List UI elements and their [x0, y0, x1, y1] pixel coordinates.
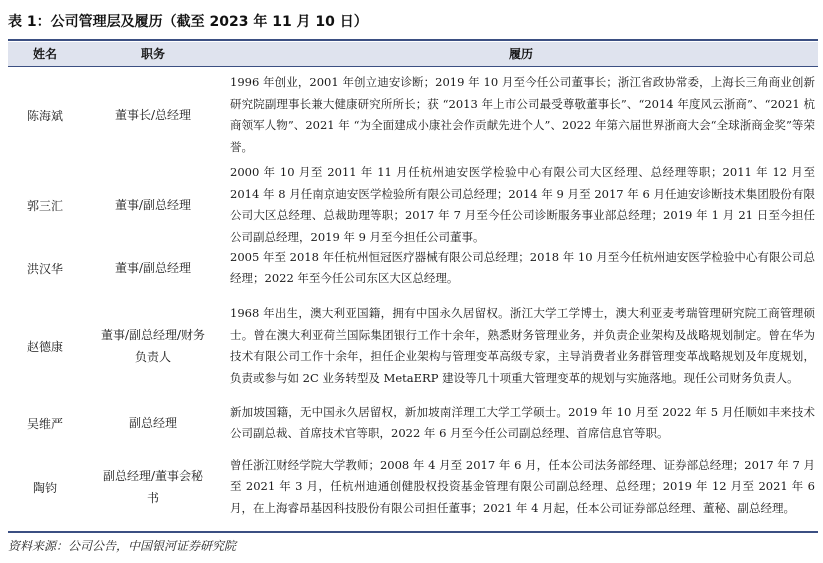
person-name: 洪汉华: [26, 261, 63, 276]
resume-text: 1996 年创业，2001 年创立迪安诊断；2019 年 10 月至今任公司董事长；浙江省政协常委，上海长三角商业创新研究院副理事长兼大健康研究所所长；获 “2013 年上市公司最受尊敬董事长”、“2014 年度风云浙商”、“2021 杭商领军人物”、2021 年 “为全面建成小康社会作贡献先进个人”、2022 年第六届世界浙商大会“全球浙商金奖”等荣誉。: [230, 75, 815, 154]
person-position: [82, 401, 224, 445]
header-rule: [8, 66, 818, 67]
person-position: [82, 70, 224, 160]
header-name: 姓名: [32, 47, 57, 61]
resume-text: 2005 年至 2018 年任杭州恒冠医疗器械有限公司总经理；2018 年 10 月至今任杭州迪安医学检验中心有限公司总经理；2022 年至今任公司东区大区总经理。: [230, 249, 815, 285]
table-row: [8, 246, 818, 290]
person-resume: [230, 294, 815, 398]
person-position: [82, 444, 224, 530]
person-name: 郭三汇: [26, 198, 63, 213]
person-name: 赵德康: [26, 339, 63, 354]
position-text: 董事长/总经理: [114, 108, 192, 122]
person-resume: [230, 246, 815, 290]
position-text: 副总经理: [128, 416, 177, 430]
person-name: 吴维严: [26, 416, 63, 431]
header-resume: 履历: [508, 47, 533, 61]
table-row: [8, 401, 818, 445]
header-position: 职务: [140, 47, 165, 61]
person-position: [82, 294, 224, 398]
table-row: [8, 444, 818, 530]
person-resume: [230, 444, 815, 530]
position-text: 董事/副总经理/财务负责人: [100, 328, 206, 364]
bottom-rule: [8, 531, 818, 533]
table-title: 表 1：公司管理层及履历（截至 2023 年 11 月 10 日）: [8, 14, 368, 30]
position-text: 副总经理/董事会秘书: [102, 469, 204, 505]
table-row: [8, 294, 818, 398]
person-resume: [230, 162, 815, 248]
person-resume: [230, 70, 815, 160]
resume-text: 新加坡国籍，无中国永久居留权，新加坡南洋理工大学工学硕士。2019 年 10 月至 2022 年 5 月任顺如丰来技术公司副总裁、首席技术官等职，2022 年 6 月至今任公司副总经理、首席信息官等职。: [230, 404, 815, 440]
person-position: [82, 246, 224, 290]
table-row: [8, 162, 818, 248]
position-text: 董事/副总经理: [114, 261, 192, 275]
resume-text: 1968 年出生，澳大利亚国籍，拥有中国永久居留权。浙江大学工学博士，澳大利亚麦考瑞管理研究院工商管理硕士。曾在澳大利亚荷兰国际集团银行工作十余年，熟悉财务管理业务，并负责企业架构及战略规划制定。曾在华为技术有限公司工作十余年，担任企业架构与管理变革高级专家，主导消费者业务群管理变革战略规划及年度规划，负责或参与如 2C 业务转型及 MetaERP 建设等几十项重大管理变革的规划与实施落地。现任公司财务负责人。: [230, 306, 815, 385]
table-header: [8, 42, 818, 66]
source-note: 资料来源：公司公告，中国银河证券研究院: [8, 539, 237, 553]
resume-text: 曾任浙江财经学院大学教师；2008 年 4 月至 2017 年 6 月，任本公司法务部经理、证券部总经理；2017 年 7 月至 2021 年 3 月，任杭州迪通创健股权投资基金管理有限公司副总经理、总经理；2019 年 12 月至 2021 年 6 月，在上海睿昂基因科技股份有限公司担任董事；2021 年 4 月起，任本公司证券部总经理、董秘、副总经理。: [230, 457, 815, 515]
person-position: [82, 162, 224, 248]
position-text: 董事/副总经理: [114, 198, 192, 212]
resume-text: 2000 年 10 月至 2011 年 11 月任杭州迪安医学检验中心有限公司大区经理、总经理等职；2011 年 12 月至 2014 年 8 月任南京迪安医学检验所有限公司总经理；2014 年 9 月至 2017 年 6 月任迪安诊断技术集团股份有限公司大区总经理、总裁助理等职；2017 年 7 月至今任公司诊断服务事业部总经理；2019 年 1 月 21 日至今担任公司副总经理，2019 年 9 月至今担任公司董事。: [230, 165, 815, 244]
person-resume: [230, 401, 815, 445]
person-name: 陈海斌: [26, 108, 63, 123]
title-rule: [8, 39, 818, 41]
person-name: 陶钧: [32, 480, 57, 495]
table-row: [8, 70, 818, 160]
